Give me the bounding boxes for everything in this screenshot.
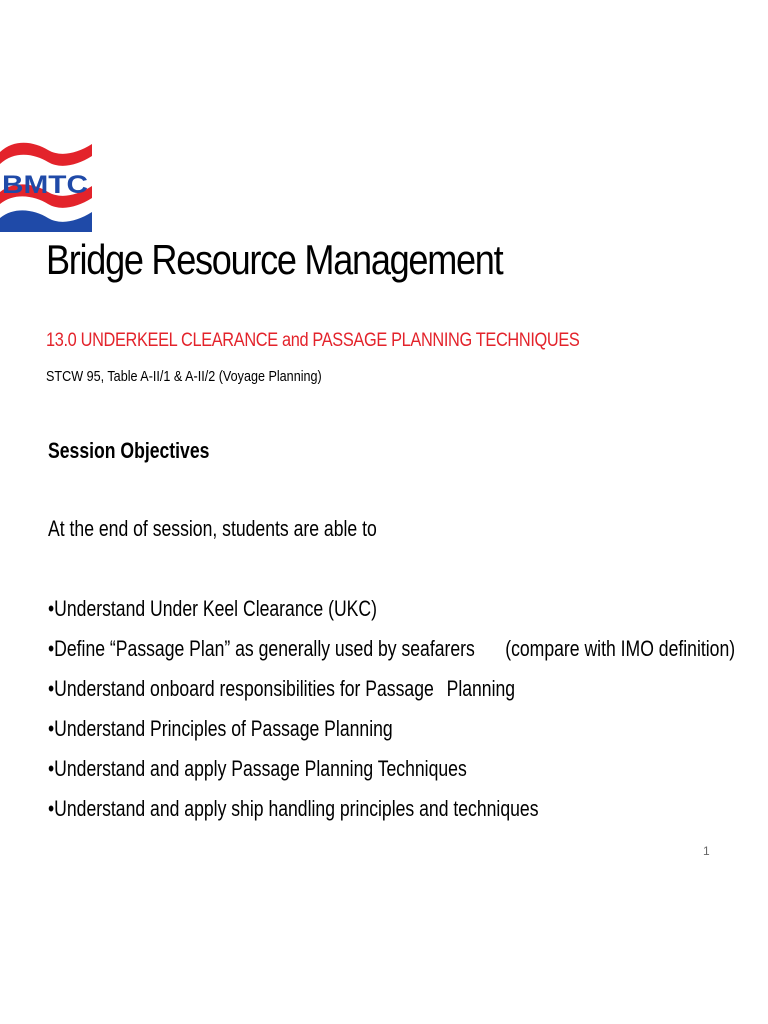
objective-note: (compare with IMO definition) (505, 636, 736, 661)
objective-text: •Understand Principles of Passage Planning (48, 716, 393, 741)
objective-text: •Understand and apply Passage Planning Techniques (48, 756, 467, 781)
svg-text:BMTC: BMTC (2, 171, 89, 199)
session-subtitle: 13.0 UNDERKEEL CLEARANCE and PASSAGE PLANNING TECHNIQUES (46, 330, 580, 351)
objective-item-responsibilities (48, 674, 735, 714)
objective-text: •Define “Passage Plan” as generally used by seafarers (48, 636, 475, 661)
objective-item-techniques (48, 754, 735, 794)
objective-item-principles (48, 714, 735, 754)
page-number: 1 (703, 844, 710, 858)
objectives-intro: At the end of session, students are able to (48, 516, 377, 541)
objectives-list (48, 594, 768, 834)
objective-text: •Understand and apply ship handling principles and techniques (48, 796, 539, 821)
objective-item-ukc (48, 594, 735, 634)
objective-item-passage-plan-definition (48, 634, 735, 674)
objective-text: •Understand Under Keel Clearance (UKC) (48, 596, 377, 621)
objective-text: •Understand onboard responsibilities for Passage (48, 676, 434, 701)
bmtc-logo (0, 140, 92, 232)
session-objectives-heading: Session Objectives (48, 438, 210, 463)
slide-title: Bridge Resource Management (46, 236, 503, 283)
objective-item-ship-handling (48, 794, 735, 834)
objective-text-continuation: Planning (446, 676, 516, 701)
stcw-reference: STCW 95, Table A-II/1 & A-II/2 (Voyage Planning) (46, 368, 322, 385)
